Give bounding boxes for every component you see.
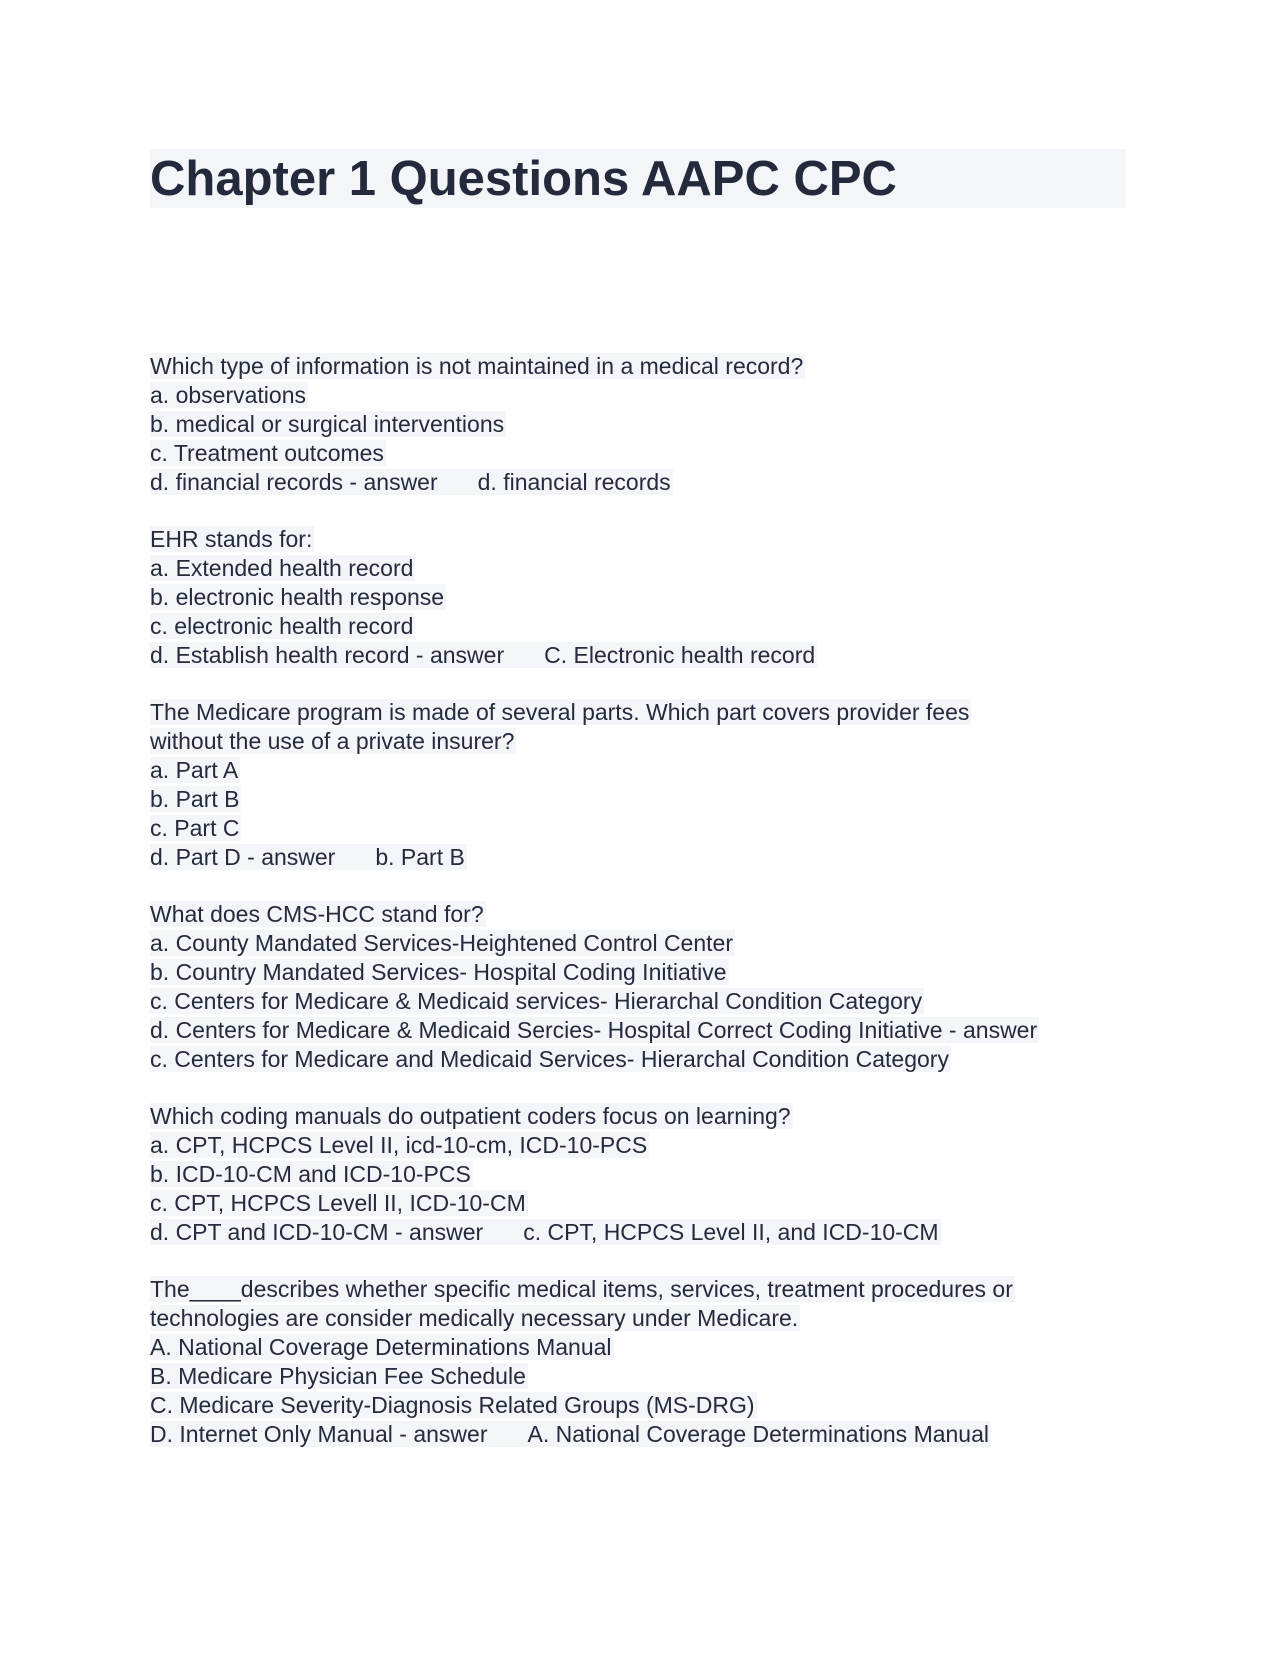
option-a: a. observations [150, 382, 306, 408]
answer-text: c. Centers for Medicare and Medicaid Services- Hierarchal Condition Category [150, 1046, 949, 1072]
option-a: A. National Coverage Determinations Manual [150, 1334, 612, 1360]
question-list [150, 352, 1130, 1477]
question-prompt: EHR stands for: [150, 526, 313, 552]
question-block [150, 1275, 1130, 1449]
option-d: d. financial records - answer [150, 469, 438, 495]
option-c: c. Part C [150, 815, 240, 841]
question-block [150, 352, 1130, 497]
option-a: a. County Mandated Services-Heightened Control Center [150, 930, 733, 956]
answer-text: b. Part B [375, 844, 465, 870]
page-title: Chapter 1 Questions AAPC CPC [150, 152, 897, 206]
option-c: c. Centers for Medicare & Medicaid services- Hierarchal Condition Category [150, 988, 923, 1014]
question-prompt-continued: without the use of a private insurer? [150, 728, 515, 754]
option-c: c. electronic health record [150, 613, 414, 639]
answer-line [150, 844, 467, 870]
option-b: b. electronic health response [150, 584, 445, 610]
option-b: B. Medicare Physician Fee Schedule [150, 1363, 526, 1389]
option-a: a. Part A [150, 757, 239, 783]
answer-line [150, 1421, 991, 1447]
option-a: a. Extended health record [150, 555, 414, 581]
question-block [150, 900, 1130, 1074]
question-prompt-continued: technologies are consider medically necessary under Medicare. [150, 1305, 799, 1331]
option-c: C. Medicare Severity-Diagnosis Related Groups (MS-DRG) [150, 1392, 755, 1418]
option-c: c. Treatment outcomes [150, 440, 384, 466]
answer-text: A. National Coverage Determinations Manual [527, 1421, 990, 1447]
option-b: b. Part B [150, 786, 240, 812]
option-b: b. ICD-10-CM and ICD-10-PCS [150, 1161, 471, 1187]
question-prompt: What does CMS-HCC stand for? [150, 901, 484, 927]
question-prompt: Which type of information is not maintained in a medical record? [150, 353, 804, 379]
option-a: a. CPT, HCPCS Level II, icd-10-cm, ICD-10-PCS [150, 1132, 648, 1158]
question-prompt: The Medicare program is made of several parts. Which part covers provider fees [150, 699, 970, 725]
question-prompt: The____describes whether specific medical items, services, treatment procedures or [150, 1276, 1013, 1302]
answer-line [150, 1219, 941, 1245]
question-block [150, 698, 1130, 872]
option-b: b. medical or surgical interventions [150, 411, 505, 437]
option-d: d. Centers for Medicare & Medicaid Sercies- Hospital Correct Coding Initiative - answer [150, 1017, 1038, 1043]
question-block [150, 1102, 1130, 1247]
option-c: c. CPT, HCPCS Levell II, ICD-10-CM [150, 1190, 526, 1216]
question-block [150, 525, 1130, 670]
title-highlight [150, 149, 1126, 208]
answer-text: c. CPT, HCPCS Level II, and ICD-10-CM [523, 1219, 939, 1245]
answer-line [150, 469, 673, 495]
option-d: d. CPT and ICD-10-CM - answer [150, 1219, 484, 1245]
option-d: D. Internet Only Manual - answer [150, 1421, 488, 1447]
answer-text: C. Electronic health record [544, 642, 816, 668]
answer-line [150, 642, 817, 668]
option-d: d. Part D - answer [150, 844, 336, 870]
question-prompt: Which coding manuals do outpatient coders focus on learning? [150, 1103, 791, 1129]
option-d: d. Establish health record - answer [150, 642, 505, 668]
answer-text: d. financial records [477, 469, 671, 495]
option-b: b. Country Mandated Services- Hospital Coding Initiative [150, 959, 727, 985]
